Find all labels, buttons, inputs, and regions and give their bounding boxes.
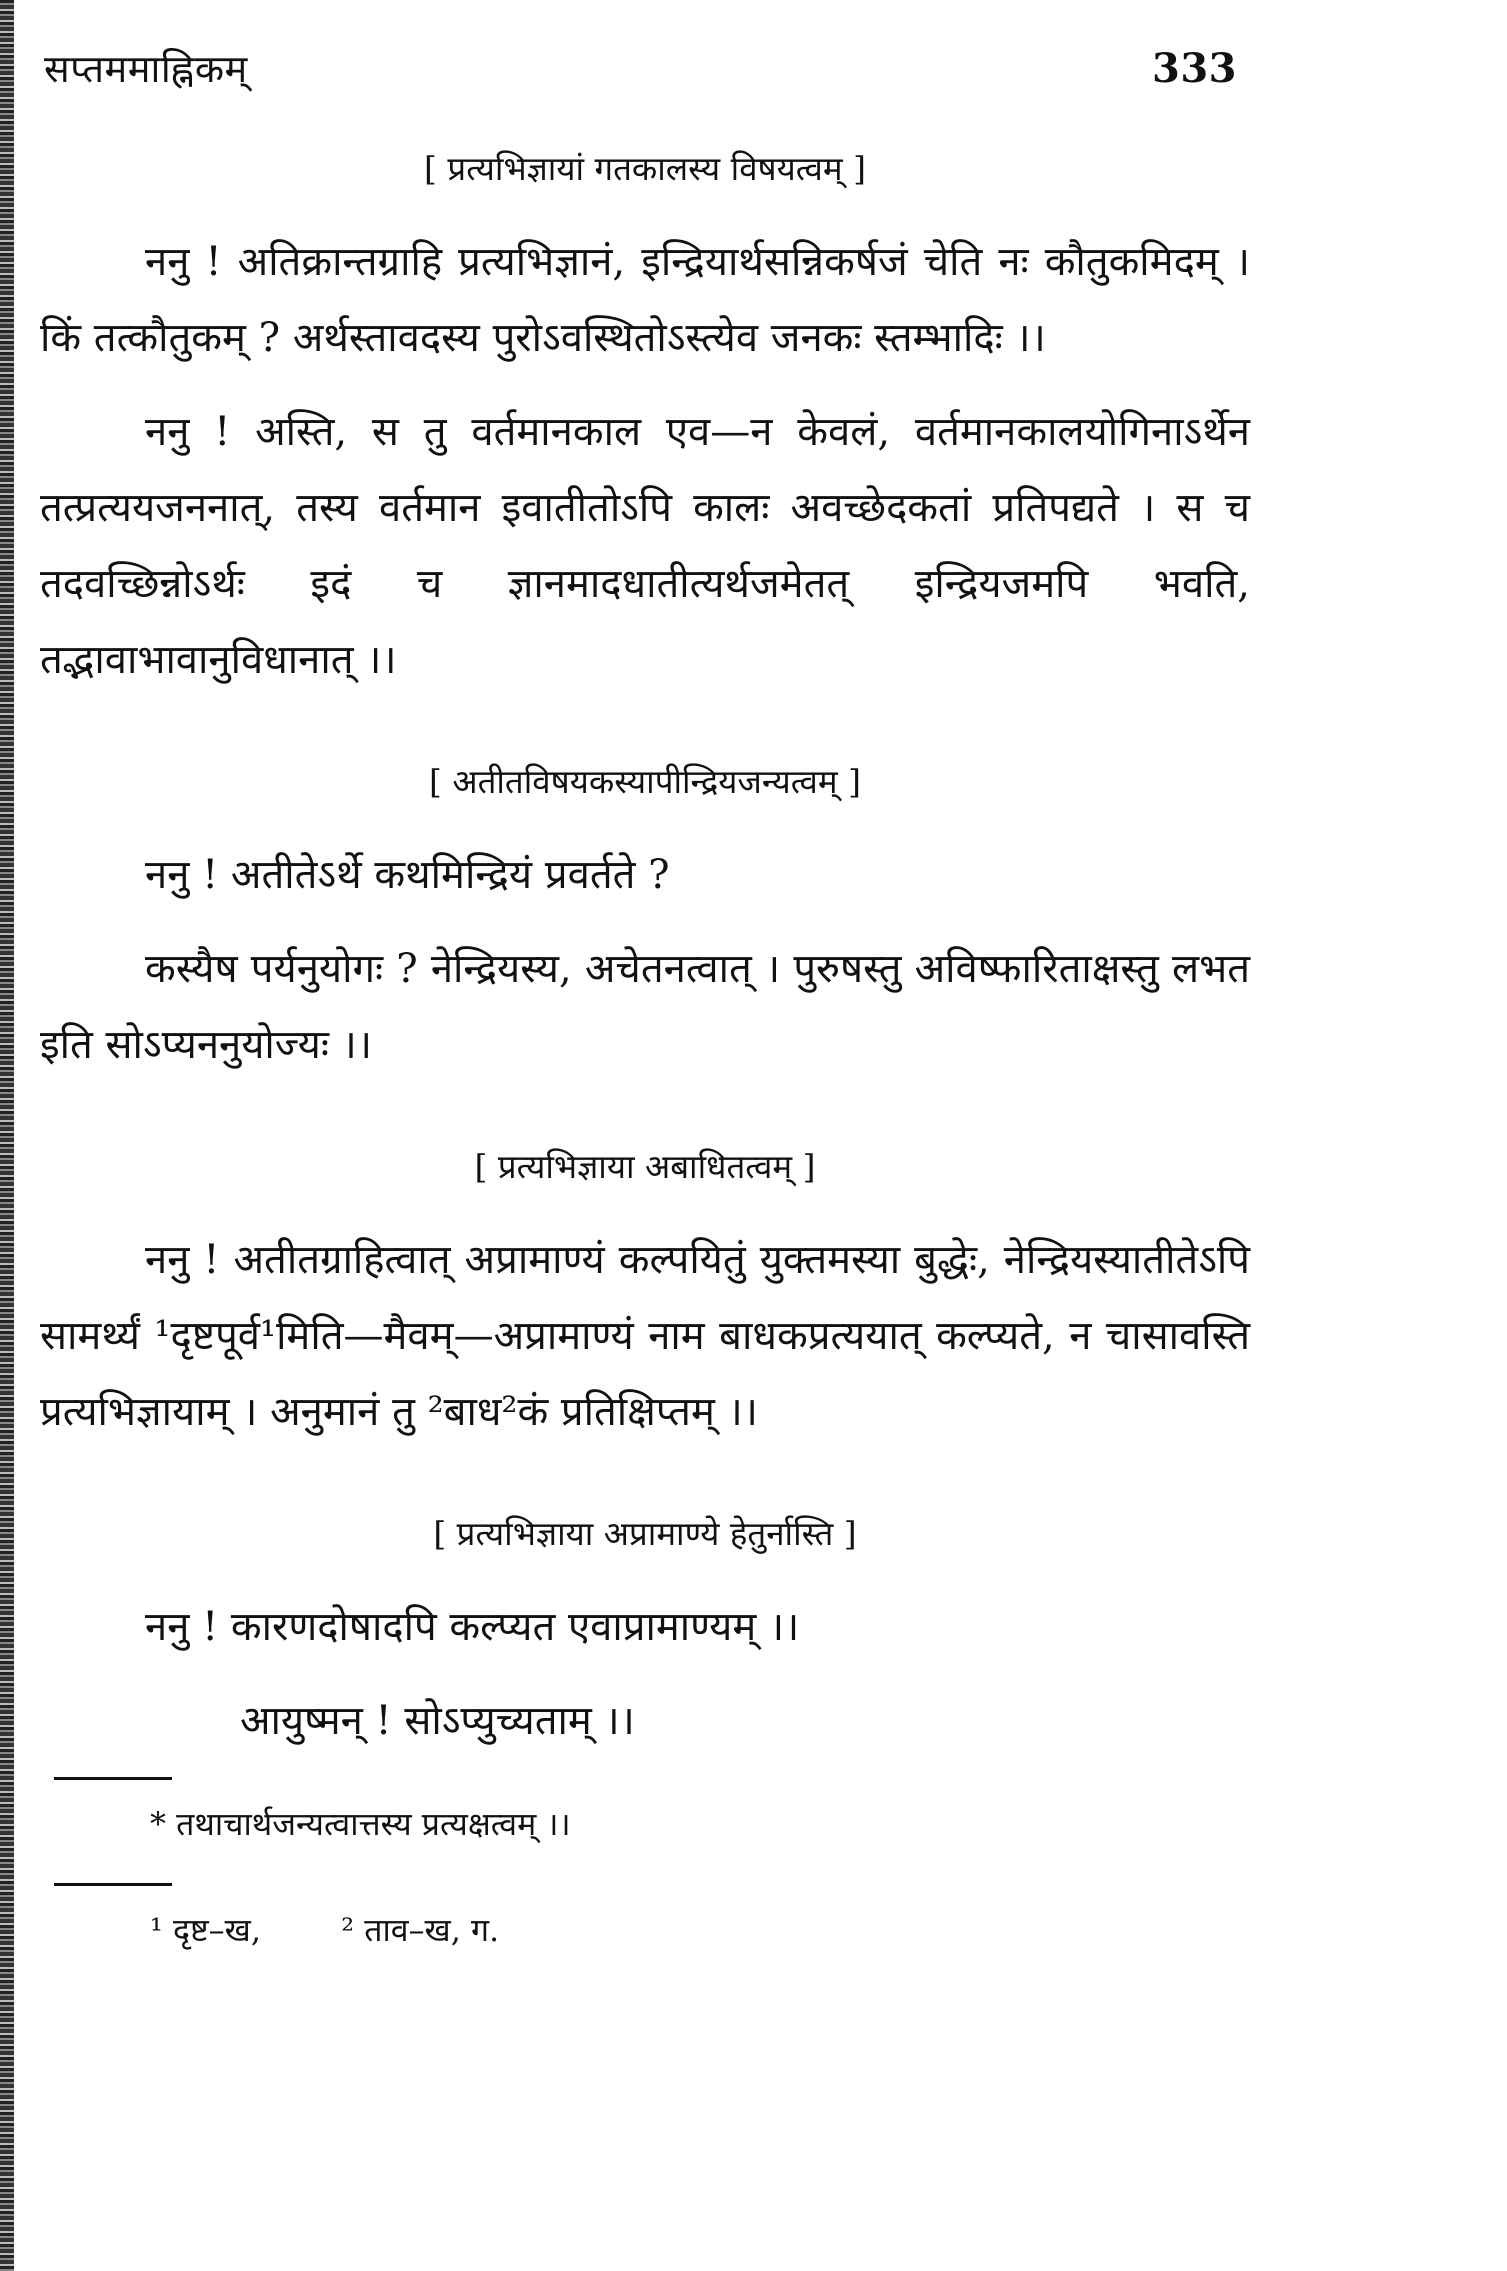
variant-reading-2: ² ताव–ख, ग. (341, 1911, 500, 1949)
footnote-divider (54, 1883, 172, 1886)
paragraph: ननु ! अतिक्रान्तग्राहि प्रत्यभिज्ञानं, इन्द्रियार्थसन्निकर्षजं चेति नः कौतुकमिदम् । किं तत्कौतुकम् ? अर्थस्तावदस्य पुरोऽवस्थितोऽस्त्येव जनकः स्तम्भादिः ।। (40, 239, 1250, 361)
paragraph: ननु ! अतीतग्राहित्वात् अप्रामाण्यं कल्पयितुं युक्तमस्या बुद्धेः, नेन्द्रियस्यातीतेऽपि सामर्थ्यं ¹दृष्टपूर्व¹मिति—मैवम्—अप्रामाण्यं नाम बाधकप्रत्ययात् कल्प्यते, न चासावस्ति प्रत्यभिज्ञायाम् । अनुमानं तु ²बाध²कं प्रतिक्षिप्तम् ।। (40, 1237, 1250, 1435)
paragraph: कस्यैष पर्यनुयोगः ? नेन्द्रियस्य, अचेतनत्वात् । पुरुषस्तु अविष्फारिताक्षस्तु लभत इति सोऽप्यननुयोज्यः ।। (40, 946, 1250, 1068)
variant-reading-1: ¹ दृष्ट–ख, (150, 1911, 262, 1949)
variant-readings (150, 1908, 1250, 1951)
paragraph: ननु ! कारणदोषादपि कल्प्यत एवाप्रामाण्यम् ।। (145, 1604, 800, 1650)
page-body (40, 145, 1250, 1951)
paragraph: ननु ! अस्ति, स तु वर्तमानकाल एव—न केवलं, वर्तमानकालयोगिनाऽर्थेन तत्प्रत्ययजननात्, तस्य वर्तमान इवातीतोऽपि कालः अवच्छेदकतां प्रतिपद्यते । स च तदवच्छिन्नोऽर्थः इदं च ज्ञानमादधातीत्यर्थजमेतत् इन्द्रियजमपि भवति, तद्भावाभावानुविधानात् ।। (40, 409, 1250, 683)
footnote-star: * तथाचार्थजन्यत्वात्तस्य प्रत्यक्षत्वम् ।। (150, 1805, 571, 1843)
running-header (44, 42, 1237, 94)
section-heading: [ प्रत्यभिज्ञाया अबाधितत्वम् ] (474, 1147, 816, 1186)
running-title: सप्तममाह्निकम् (44, 47, 248, 91)
paragraph: ननु ! अतीतेऽर्थे कथमिन्द्रियं प्रवर्तते ? (145, 852, 670, 898)
section-heading: [ अतीतविषयकस्यापीन्द्रियजन्यत्वम् ] (429, 762, 861, 801)
page-number: 333 (1152, 45, 1237, 92)
section-heading: [ प्रत्यभिज्ञायां गतकालस्य विषयत्वम् ] (424, 149, 866, 188)
footnote-divider (54, 1777, 172, 1780)
section-heading: [ प्रत्यभिज्ञाया अप्रामाण्ये हेतुर्नास्ति ] (433, 1514, 857, 1553)
paragraph: आयुष्मन् ! सोऽप्युच्यताम् ।। (240, 1698, 635, 1744)
